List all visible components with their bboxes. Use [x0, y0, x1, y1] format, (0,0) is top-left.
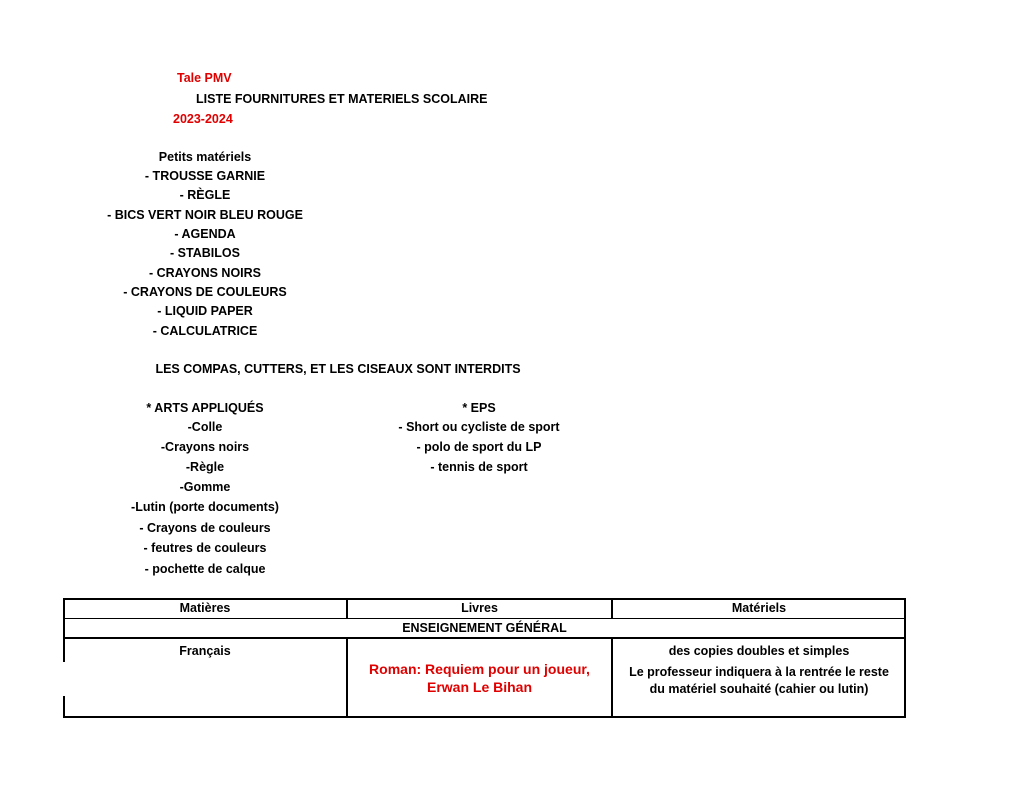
petits-heading: Petits matériels — [158, 150, 252, 164]
table-divider — [63, 618, 906, 619]
table-cell-livre-line2: Erwan Le Bihan — [426, 679, 533, 695]
supplies-table — [63, 598, 906, 718]
arts-heading: * ARTS APPLIQUÉS — [146, 401, 264, 415]
list-item: - TROUSSE GARNIE — [144, 169, 266, 183]
eps-heading: * EPS — [462, 401, 496, 415]
class-name: Tale PMV — [177, 71, 232, 85]
table-cell-matiere: Français — [179, 644, 231, 658]
list-item: - BICS VERT NOIR BLEU ROUGE — [107, 208, 303, 222]
warning-text: LES COMPAS, CUTTERS, ET LES CISEAUX SONT INTERDITS — [155, 362, 521, 376]
list-item: - tennis de sport — [430, 460, 528, 474]
list-item: - RÈGLE — [179, 188, 231, 202]
list-item: - LIQUID PAPER — [157, 304, 253, 318]
table-cell-materiel-line1: des copies doubles et simples — [668, 644, 850, 658]
table-cell-materiel-line3: du matériel souhaité (cahier ou lutin) — [649, 682, 869, 696]
list-item: - Short ou cycliste de sport — [398, 420, 560, 434]
list-item: -Règle — [185, 460, 225, 474]
list-item: - Crayons de couleurs — [139, 521, 271, 535]
list-item: - CRAYONS NOIRS — [148, 266, 262, 280]
table-cell-livre-line1: Roman: Requiem pour un joueur, — [369, 661, 590, 677]
list-item: -Lutin (porte documents) — [131, 500, 279, 514]
table-border-bottom — [63, 716, 906, 718]
page-title: LISTE FOURNITURES ET MATERIELS SCOLAIRE — [196, 92, 488, 106]
table-header-livres: Livres — [461, 601, 498, 615]
list-item: - STABILOS — [170, 246, 240, 260]
list-item: -Crayons noirs — [160, 440, 250, 454]
list-item: -Gomme — [179, 480, 231, 494]
table-section-title: ENSEIGNEMENT GÉNÉRAL — [402, 621, 567, 635]
table-header-materiels: Matériels — [731, 601, 787, 615]
school-year: 2023-2024 — [173, 112, 233, 126]
list-item: - pochette de calque — [144, 562, 266, 576]
list-item: - CALCULATRICE — [152, 324, 258, 338]
table-header-matieres: Matières — [179, 601, 231, 615]
table-border-top — [63, 598, 906, 600]
list-item: - feutres de couleurs — [143, 541, 267, 555]
list-item: - AGENDA — [174, 227, 236, 241]
table-cell-materiel-line2: Le professeur indiquera à la rentrée le reste — [629, 665, 889, 679]
list-item: - polo de sport du LP — [416, 440, 542, 454]
list-item: - CRAYONS DE COULEURS — [123, 285, 287, 299]
table-divider — [63, 637, 906, 639]
table-border-left — [63, 696, 65, 718]
list-item: -Colle — [187, 420, 223, 434]
